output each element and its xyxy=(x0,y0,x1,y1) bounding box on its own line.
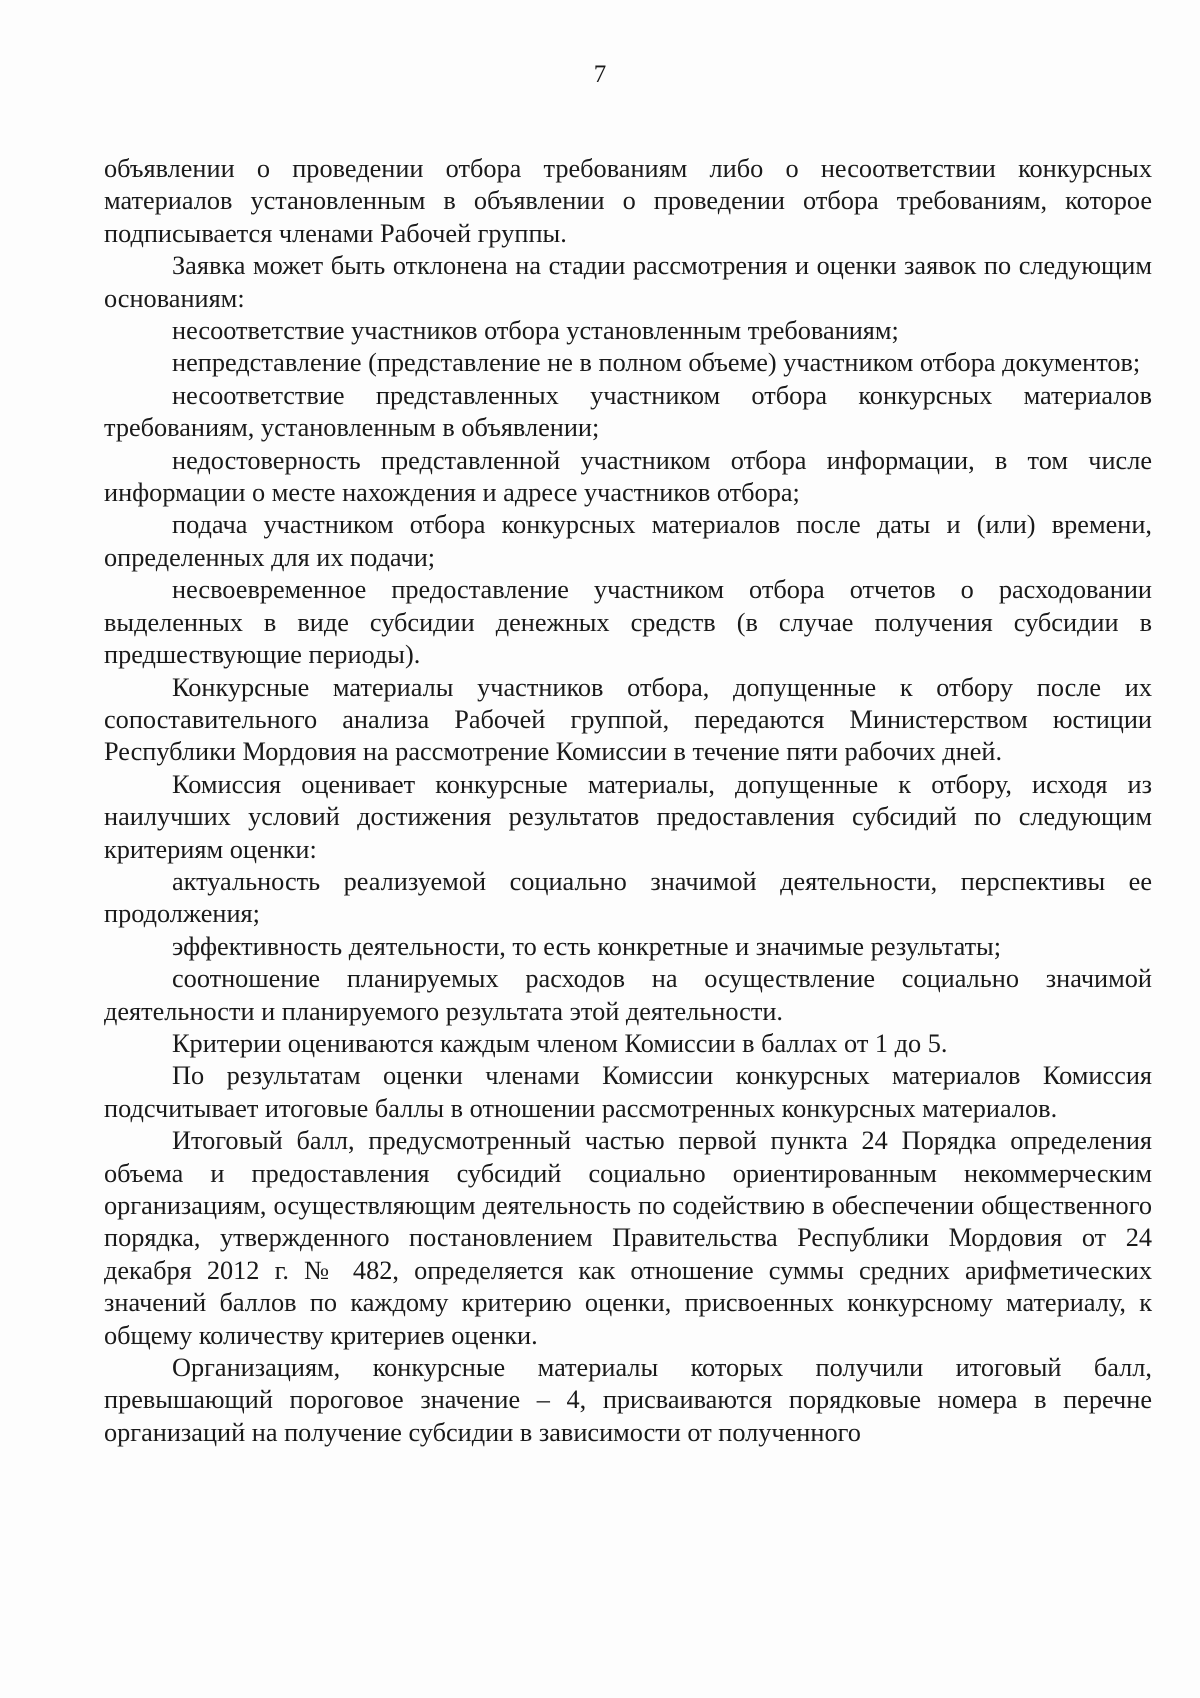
paragraph: Организациям, конкурсные материалы которых получили итоговый балл, превышающий пороговое значение – 4, присваиваются порядковые номера в перечне организаций на получение субсидии в зависимости от полученного xyxy=(104,1353,1152,1447)
list-item: несоответствие участников отбора установленным требованиям; xyxy=(172,316,899,346)
list-item: соотношение планируемых расходов на осуществление социально значимой деятельности и планируемого результата этой деятельности. xyxy=(104,964,1152,1026)
paragraph: Критерии оцениваются каждым членом Комиссии в баллах от 1 до 5. xyxy=(172,1028,948,1058)
list-item: несвоевременное предоставление участником отбора отчетов о расходовании выделенных в виде субсидии денежных средств (в случае получения субсидии в предшествующие периоды). xyxy=(104,575,1152,670)
list-item: недостоверность представленной участником отбора информации, в том числе информации о месте нахождения и адресе участников отбора; xyxy=(104,445,1152,508)
list-item: подача участником отбора конкурсных материалов после даты и (или) времени, определенных для их подачи; xyxy=(104,510,1152,572)
paragraph: Конкурсные материалы участников отбора, допущенные к отбору после их сопоставительного анализа Рабочей группой, передаются Министерством юстиции Республики Мордовия на рассмотрение Комиссии в течение пяти рабочих дней. xyxy=(104,672,1152,767)
document-body xyxy=(104,153,1152,1449)
list-item: непредставление (представление не в полном объеме) участником отбора документов; xyxy=(172,348,1141,378)
list-item: несоответствие представленных участником отбора конкурсных материалов требованиям, установленным в объявлении; xyxy=(104,380,1152,443)
paragraph: По результатам оценки членами Комиссии конкурсных материалов Комиссия подсчитывает итоговые баллы в отношении рассмотренных конкурсных материалов. xyxy=(104,1061,1152,1123)
list-item: эффективность деятельности, то есть конкретные и значимые результаты; xyxy=(172,931,1002,961)
paragraph: Итоговый балл, предусмотренный частью первой пункта 24 Порядка определения объема и предоставления субсидий социально ориентированным некоммерческим организациям, осуществляющим деятельность по содействию в обеспечении общественного порядка, утвержденного постановлением Правительства Республики Мордовия от 24 декабря 2012 г. № 482, определяется как отношение суммы средних арифметических значений баллов по каждому критерию оценки, присвоенных конкурсному материалу, к общему количеству критериев оценки. xyxy=(104,1126,1152,1350)
paragraph: Заявка может быть отклонена на стадии рассмотрения и оценки заявок по следующим основаниям: xyxy=(104,251,1152,313)
paragraph: Комиссия оценивает конкурсные материалы, допущенные к отбору, исходя из наилучших условий достижения результатов предоставления субсидий по следующим критериям оценки: xyxy=(104,769,1152,864)
list-item: актуальность реализуемой социально значимой деятельности, перспективы ее продолжения; xyxy=(104,866,1152,929)
paragraph: объявлении о проведении отбора требованиям либо о несоответствии конкурсных материалов установленным в объявлении о проведении отбора требованиям, которое подписывается членами Рабочей группы. xyxy=(104,154,1152,248)
page-number: 7 xyxy=(593,61,607,88)
